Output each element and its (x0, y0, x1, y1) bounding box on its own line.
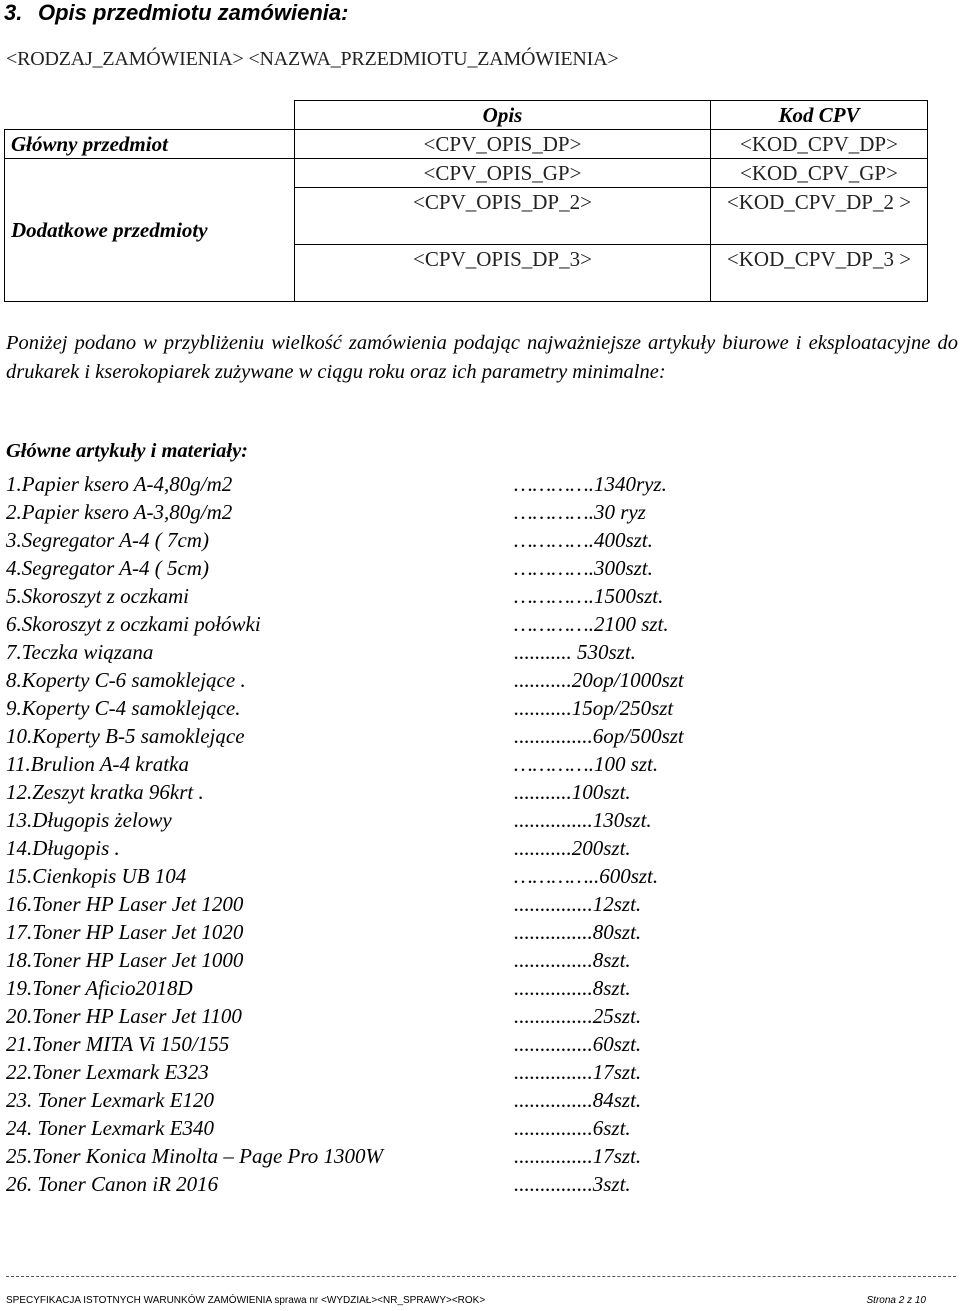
item-quantity: ...........200szt. (514, 836, 631, 860)
item-name: 1.Papier ksero A-4,80g/m2 (6, 472, 233, 496)
item-name: 11.Brulion A-4 kratka (6, 752, 189, 776)
item-quantity: ...............8szt. (514, 948, 631, 972)
item-quantity: ...............80szt. (514, 920, 642, 944)
list-item (6, 638, 946, 666)
item-name: 7.Teczka wiązana (6, 640, 154, 664)
item-name: 8.Koperty C-6 samoklejące . (6, 668, 246, 692)
list-item (6, 666, 946, 694)
list-item (6, 610, 946, 638)
item-quantity: ...........20op/1000szt (514, 668, 684, 692)
list-item (6, 1002, 946, 1030)
list-item (6, 1170, 946, 1198)
list-item (6, 862, 946, 890)
cpv-additional-kod: <KOD_CPV_GP> (711, 159, 928, 188)
list-item (6, 1114, 946, 1142)
item-quantity: ...............6szt. (514, 1116, 631, 1140)
list-item (6, 974, 946, 1002)
footer-divider (6, 1276, 956, 1277)
list-item (6, 582, 946, 610)
page-footer (6, 1295, 926, 1306)
cpv-table (4, 100, 928, 302)
item-name: 25.Toner Konica Minolta – Page Pro 1300W (6, 1144, 384, 1168)
item-name: 13.Długopis żelowy (6, 808, 172, 832)
cpv-additional-kod: <KOD_CPV_DP_2 > (711, 188, 928, 245)
item-quantity: ........... 530szt. (514, 640, 636, 664)
list-item (6, 778, 946, 806)
list-item (6, 1142, 946, 1170)
cpv-main-row (5, 130, 928, 159)
item-name: 21.Toner MITA Vi 150/155 (6, 1032, 230, 1056)
list-item (6, 834, 946, 862)
cpv-header-kod: Kod CPV (711, 101, 928, 130)
list-item (6, 946, 946, 974)
item-quantity: ...............84szt. (514, 1088, 642, 1112)
list-item (6, 1030, 946, 1058)
footer-page-number: Strona 2 z 10 (866, 1295, 926, 1306)
list-item (6, 498, 946, 526)
item-quantity: ………….300szt. (514, 556, 653, 580)
item-quantity: ………….100 szt. (514, 752, 659, 776)
list-item (6, 750, 946, 778)
cpv-additional-opis: <CPV_OPIS_DP_3> (295, 245, 711, 302)
item-quantity: ………….1340ryz. (514, 472, 667, 496)
item-name: 5.Skoroszyt z oczkami (6, 584, 189, 608)
cpv-main-opis: <CPV_OPIS_DP> (295, 130, 711, 159)
item-quantity: ………….1500szt. (514, 584, 664, 608)
cpv-additional-row (5, 159, 928, 188)
cpv-additional-opis: <CPV_OPIS_GP> (295, 159, 711, 188)
list-item (6, 1058, 946, 1086)
cpv-header-opis: Opis (295, 101, 711, 130)
item-name: 23. Toner Lexmark E120 (6, 1088, 215, 1112)
item-quantity: ...............3szt. (514, 1172, 631, 1196)
section-title-text: Opis przedmiotu zamówienia: (38, 0, 349, 25)
item-quantity: ………….400szt. (514, 528, 653, 552)
items-list (6, 470, 946, 1198)
item-name: 15.Cienkopis UB 104 (6, 864, 187, 888)
list-item (6, 722, 946, 750)
item-quantity: ...............12szt. (514, 892, 642, 916)
order-type-placeholder: <RODZAJ_ZAMÓWIENIA> <NAZWA_PRZEDMIOTU_ZAMÓWIENIA> (6, 48, 619, 70)
item-name: 22.Toner Lexmark E323 (6, 1060, 209, 1084)
section-number: 3. (4, 0, 23, 25)
section-heading (4, 0, 348, 26)
cpv-main-label: Główny przedmiot (5, 130, 295, 159)
item-quantity: ...............17szt. (514, 1144, 642, 1168)
item-name: 12.Zeszyt kratka 96krt . (6, 780, 204, 804)
item-quantity: ...............130szt. (514, 808, 652, 832)
item-name: 4.Segregator A-4 ( 5cm) (6, 556, 209, 580)
list-item (6, 554, 946, 582)
list-item (6, 806, 946, 834)
cpv-additional-kod: <KOD_CPV_DP_3 > (711, 245, 928, 302)
list-item (6, 918, 946, 946)
item-quantity: ………….2100 szt. (514, 612, 669, 636)
item-name: 24. Toner Lexmark E340 (6, 1116, 215, 1140)
item-name: 9.Koperty C-4 samoklejące. (6, 696, 241, 720)
item-name: 16.Toner HP Laser Jet 1200 (6, 892, 244, 916)
item-name: 6.Skoroszyt z oczkami połówki (6, 612, 261, 636)
list-item (6, 694, 946, 722)
item-quantity: ...............6op/500szt (514, 724, 684, 748)
cpv-additional-label: Dodatkowe przedmioty (5, 159, 295, 302)
cpv-main-kod: <KOD_CPV_DP> (711, 130, 928, 159)
item-quantity: ...............8szt. (514, 976, 631, 1000)
cpv-header-row (5, 101, 928, 130)
item-name: 10.Koperty B-5 samoklejące (6, 724, 245, 748)
intro-paragraph (6, 329, 958, 386)
cpv-additional-opis: <CPV_OPIS_DP_2> (295, 188, 711, 245)
list-item (6, 890, 946, 918)
item-name: 17.Toner HP Laser Jet 1020 (6, 920, 244, 944)
list-item (6, 470, 946, 498)
item-name: 2.Papier ksero A-3,80g/m2 (6, 500, 233, 524)
item-quantity: ………….30 ryz (514, 500, 646, 524)
item-quantity: ...........100szt. (514, 780, 631, 804)
cpv-header-blank (5, 101, 295, 130)
list-item (6, 1086, 946, 1114)
items-section-title: Główne artykuły i materiały: (6, 440, 248, 462)
item-name: 14.Długopis . (6, 836, 120, 860)
item-name: 20.Toner HP Laser Jet 1100 (6, 1004, 242, 1028)
item-name: 18.Toner HP Laser Jet 1000 (6, 948, 244, 972)
item-quantity: ...............25szt. (514, 1004, 642, 1028)
item-quantity: ...........15op/250szt (514, 696, 674, 720)
item-name: 3.Segregator A-4 ( 7cm) (6, 528, 209, 552)
item-quantity: ...............60szt. (514, 1032, 642, 1056)
item-quantity: ...............17szt. (514, 1060, 642, 1084)
item-name: 19.Toner Aficio2018D (6, 976, 193, 1000)
item-name: 26. Toner Canon iR 2016 (6, 1172, 219, 1196)
footer-spec-title: SPECYFIKACJA ISTOTNYCH WARUNKÓW ZAMÓWIENIA sprawa nr <WYDZIAŁ><NR_SPRAWY><ROK> (6, 1295, 486, 1306)
item-quantity: …………..600szt. (514, 864, 659, 888)
list-item (6, 526, 946, 554)
intro-text: Poniżej podano w przybliżeniu wielkość zamówienia podając najważniejsze artykuły biurowe i eksploatacyjne do drukarek i kserokopiarek zużywane w ciągu roku oraz ich parametry minimalne: (6, 332, 958, 383)
